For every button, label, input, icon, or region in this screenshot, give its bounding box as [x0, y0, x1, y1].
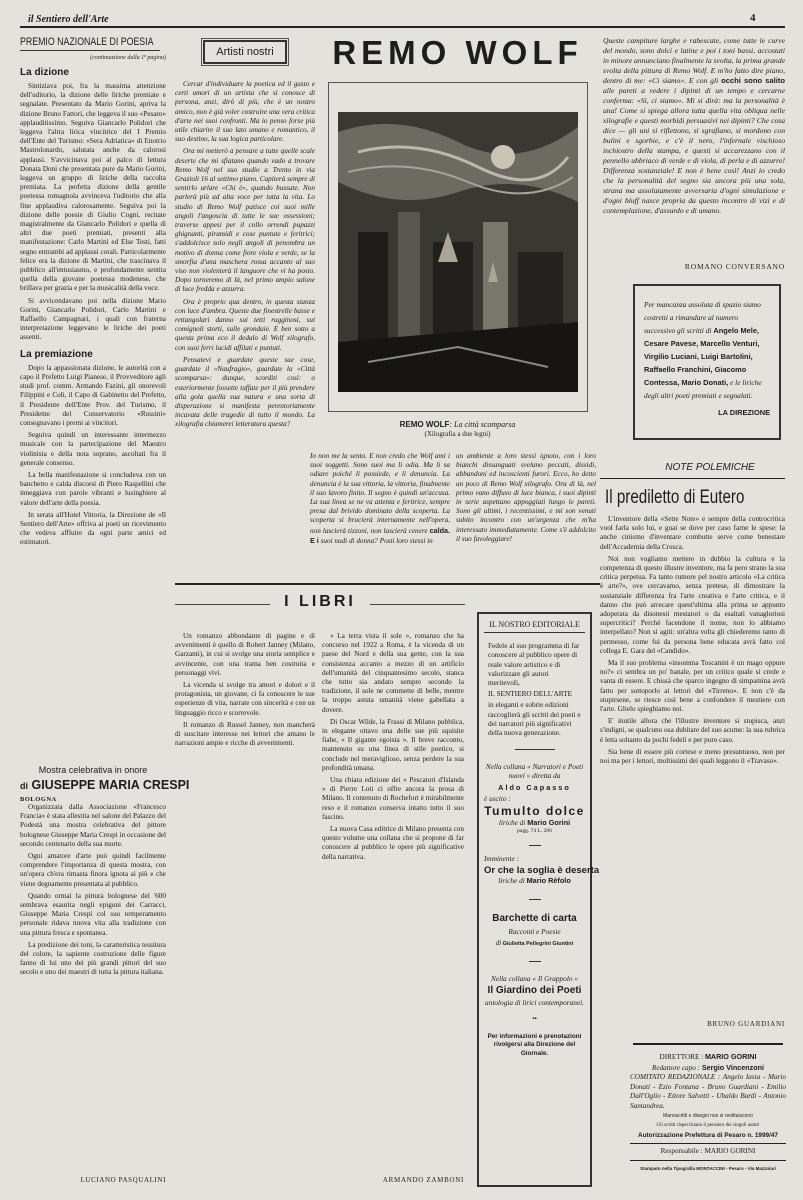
- bold-phrase: occhi sono salito: [721, 76, 785, 85]
- polemiche-body: [600, 515, 785, 769]
- series-label: Nella collana « Narratori e Poeti nuovi » diretta da: [485, 762, 584, 781]
- authorization: Autorizzazione Prefettura di Pesaro n. 1999/47: [638, 1131, 778, 1139]
- chief-label: Redattore capo :: [651, 1063, 701, 1072]
- chief-name: Sergio Vincenzoni: [701, 1062, 764, 1072]
- header-rule: [20, 26, 785, 28]
- crespi-kicker: Mostra celebrativa in onore: [38, 765, 148, 775]
- crespi-title: GIUSEPPE MARIA CRESPI: [31, 778, 190, 792]
- masthead-note: Gli scritti rispecchiano il pensiero dei singoli autori: [656, 1123, 760, 1129]
- ornament: ▪▪: [532, 1016, 537, 1023]
- book-title: Il Giardino dei Poeti: [487, 985, 582, 997]
- book-author: Mario Rèfolo: [526, 876, 571, 886]
- paragraph: L'inventore della «Sette Note» e sempre della controcritica vuol farla solo lui, e guai se dove per caso farne le spese: la anche cinismo d'inventare combutte serve come benestare dell'Accademia della Crusca.: [600, 515, 785, 551]
- printer: Stampato nella Tipografia MONTACCINI - Pesaro - Via Mazzolari: [640, 1165, 776, 1171]
- libri-col-a: [175, 632, 315, 751]
- director-label: DIRETTORE :: [659, 1053, 704, 1061]
- caption-title: : La città scomparsa: [449, 420, 516, 429]
- paragraph: Il romanzo di Russel Janney, non mancherà di suscitare interesse nei lettori che amano le narrazioni ampie e ricche di avvenimenti.: [175, 720, 315, 748]
- paragraph: La bella manifestazione si concludeva con un banchetto e calda discorsi di Piero Raspellini che inneggiava con parole vibranti e lusinghiere al valore dell'arte della poesia.: [20, 470, 166, 507]
- paragraph: Noi non vogliamo mettere in dubbio la cultura e la competenza di questo illustre inventore, ma fa pero strano la sua critica perpetua. Fa tanto rumore pel nostro articolo «La critica è arte?», ove cercavamo, senza pretese, di dimostrare la sostanziale differenza fra l'arte creativa e l'arte critica, e il danno che può arrecare quest'ultima alla prima se appunto adoperata da disonesti mestatori o da esaltati vanagloriosi supercritici? Perché facendone il nome, non lo abbiamo interpellato? Non si agiti: un'altra volta gli chiederemo tanto di permesso, come fui da persona bene educata avrà fatto col collega E. Gara del «Candido».: [600, 554, 786, 655]
- director-name: MARIO GORINI: [704, 1052, 757, 1061]
- section-heading: La dizione: [20, 67, 69, 78]
- remo-wolf-title: REMO WOLF: [332, 34, 583, 71]
- paragraph: Ogni amatore d'arte può quindi facilmente comprendere l'importanza di questa mostra, con un'opera ch'era rimasta finora ignota ai più e che viene degnamente presentata al pubblico.: [20, 852, 166, 888]
- editoriale-box: [477, 612, 600, 1187]
- paragraph: La vicenda si svolge tra amori e dolori e il protagonista, un giovane, ci fa conoscere le sue esperienze di vita, narrate con sincerità e con un linguaggio ricco e scorrevole.: [175, 681, 315, 717]
- premio-article: [20, 36, 166, 551]
- paragraph: Di Oscar Wilde, la Frassi di Milano pubblica, in elegante ottavo una delle sue più squisite fiabe, « Il gigante egoista ». Il breve racconto, mantenuto su una linea di stile poetico, si conclude nel meraviglioso, senza perdere la sua profondità umana.: [322, 717, 464, 772]
- crespi-article: [20, 765, 190, 981]
- paragraph: alle pareti a vedere i dipinti di un tempo e cercarne conferma: «Sì, ci siamo». Mi si dirà: ma la personalità è una! Come si spiega allora tutta quella vita obliqua nelle xilografie e questi morbidi persuasivi nei dipinti? Che cosa dice — gli uni si riflettono, si sgrafiano, si mordono con bulini e sgorbie, e c'è il nero, l'infernale vischioso inchiostro della stampa, e questi si accarezzano con il pennello ubbriaco di verde e di viola, di perla e di azzurro! Differenza sostanziale! E non è bene così! Anzi io credo che la personalità del segno sia ancora più una sola, strana ma assolutamente avversaria d'ogni simulazione e d'ogni bluff nasce propria da questo incontro di vizi e di contemplazione, d'assurdo e di umano.: [603, 86, 785, 215]
- bold-phrase: calda. E i: [310, 525, 450, 545]
- paragraph: In serata all'Hotel Vittoria, la Direzione de «Il Sentiero dell'Arte» offriva ai poeti un ricevimento che vedeva affluire da ogni parte amici ed estimatori.: [20, 510, 166, 547]
- notice-names: Angelo Mele, Cesare Pavese, Marcello Venturi, Virgilio Luciani, Luigi Bartolini, Raffaello Franchini, Giacomo Contessa, Mario Donati,: [644, 326, 760, 387]
- paragraph: Seguiva quindi un interessante intermezzo musicale con la partecipazione del Maestro violinista e della nota soprano, ascoltati fra il generale consenso.: [20, 431, 166, 467]
- notice-signature: LA DIREZIONE: [718, 408, 770, 417]
- libri-title: I LIBRI: [270, 593, 370, 611]
- paragraph: La nuova Casa editrice di Milano presenta con questo volume una collana che si propone di far conoscere al pubblico le opere più significative della narrativa.: [322, 825, 464, 861]
- crespi-dateline: BOLOGNA: [20, 796, 57, 803]
- artisti-nostri-label: Artisti nostri: [203, 40, 287, 64]
- paper-name: il Sentiero dell'Arte: [28, 14, 109, 25]
- editoriale-publisher: IL SENTIERO DELL'ARTE: [488, 689, 573, 699]
- series-editor: Aldo Capasso: [498, 782, 571, 792]
- paragraph: Sintiziava poi, fra la massima attenzione dell'uditorio, la dizione delle liriche premiate e segnalate. Presentato da Mario Gorini, apriva la dizione Bruno Fattori, che leggeva il suo «Pesaro» applauditissimo. Seguiva Giancarlo Polidori che leggeva l'altra lirica vincitrice del I Premio dell'Ente del Turismo: «Sera Adriatica» di Enotrio Mastrolonardo, salutata anche da calorosi applausi. S'avvicinava poi al palco di lettura Donata Doni che presentata pure da Mario Gorini, leggeva un gruppo di liriche della raccolta premiata. La perfetta dizione della gentile poetessa romagnola avvinceva l'uditorio che alla fine applaudiva calorosamente. Seguiva poi la dizione delle poesie di Giulio Cogni, recitate magistralmente da Giancarlo Polidori e quella di altri due poeti premiati, presenti alla manifestazione: Carlo Martini ed Else Testi, fatti segno entrambi ad applausi corali. Particolarmente felice era la dizione di Martini, che trascinava il pubblico all'entusiasmo, e profondamente sentita quella della giovane poetessa modenese, che brillava per grazia e per la musicalità della voce.: [20, 82, 166, 293]
- paragraph: Cercar d'individuare la poetica ed il gusto e certi umori di un artista che si conosce di persona, anzi, dirò di più, che è un nostro amico, non è già voler costruire una vera critica d'arte nei suoi confronti. Ma io penso forse più utile chiarire il suo lato umano e romantico, il suo destino, la sua logica particolare.: [175, 80, 315, 144]
- paragraph: La predizione dei toni, la caratteristica tessitura del colore, la sapiente costruzione delle figure fanno di lui uno dei più grandi pittori del suo secolo e uno dei maestri di tutta la pittura italiana.: [20, 940, 166, 977]
- notice-outro: e le liriche degli altri poeti premiati e segnalati.: [644, 378, 762, 400]
- editoriale-footer: Per informazioni e prenotazioni rivolgersi alla Direzione del Giornale.: [487, 1032, 582, 1057]
- caption-artist: REMO WOLF: [399, 420, 450, 429]
- crespi-title-prefix: di: [20, 781, 28, 791]
- paragraph: E' inutile allora che l'illustre inventore si stupisca, anzi s'indigni, se qualcuno osa dubitare del suo acume: la sua rubrica è letta soltanto da pochi fedeli e per puro caso.: [600, 717, 785, 744]
- book-subtitle: antologia di lirici contemporanei.: [485, 998, 584, 1008]
- paragraph: Dopo la appassionata dizione, le autorità con a capo il Prefetto Luigi Pianese, il Provveditore agli studi prof. comm. Armando Fazini, gli onorevoli Filippini e Coli, il Capo di Gabinetto del Prefetto, il Presidente dell'Ente Prov. del Turismo, il Presidente del Conservatorio «Rossini» consegnavano i premi ai vincitori.: [20, 363, 166, 427]
- paragraph: Un romanzo abbondante di pagine e di avvenimenti è quello di Robert Janney (Milano, Garzanti), in cui si svolge una storia semplice e avvincente, con una trama ben costruita e personaggi vivi.: [175, 632, 315, 677]
- paragraph: Ora mi metterò a pensare a tutte quelle scale deserte che mi sfiatano quando vado a trovare Remo Wolf nel suo studio a Trento in via Grazioli 16 al settimo piano. Capiterà sempre di sentirlo urlare «Chi è», quando bussate. Non parlerà più ad alta voce per tutta la vita. Lo studio di Remo Wolf patisce coi suoi mille angoli l'angoscia di tutte le sue ossessioni; traverse appesi per il collo orrendi pupazzi ghignanti, piramidi e cose puntute e feritrici; s'addolcisce solo negli angoli di penombra un motivo di donna come fiore viola e verde, se la smorfia d'una maschera rossa accanto al suo viso non violenterà il languore che vi ha posto. Dopo torneremo di là, nel primo ampio salone di luce fredda e azzurra.: [175, 147, 315, 294]
- masthead-note: Manoscritti e disegni non si restituiscono: [663, 1112, 753, 1119]
- editoriale-intro: Fedele al suo programma di far conoscere al pubblico opere di reale valore artistico e di valorizzare gli autori meritevoli,: [488, 641, 580, 688]
- responsible-label: Responsabile :: [660, 1147, 703, 1156]
- paragraph: Ma il suo problema «insomma Toscanini è un mago oppure no?» ci sembra un po' banale, per un critico quale si crede e vanta di essere. E chissà che sparco ingegno di simpamina avrà fatto per sottoporlo ai lettori del «Tirreno». E non c'è da stupirsene, se riesce così bene a confondere il mestiere con l'arte. Glielo spieghiamo noi.: [600, 659, 785, 714]
- page-number: 4: [750, 12, 756, 24]
- right-article-signature: ROMANO CONVERSANO: [684, 262, 785, 271]
- committee-names: Angelo Iasia - Mario Donati - Ezio Fontana - Bruno Guardiani - Emilio Dall'Oglio - Ettore Salvetti - Ubaldo Bardi - Antonio Santandrea.: [630, 1073, 787, 1110]
- paragraph: Quando ormai la pittura bolognese del '600 sembrava esaurita negli epigoni dei Carracci, Giuseppe Maria Crespi col suo temperamento personale ridava nuova vita alla tradizione con una pittura fresca e spontanea.: [20, 891, 166, 937]
- premio-title: PREMIO NAZIONALE DI POESIA: [20, 36, 154, 48]
- paragraph: « La terra vista il sole », romanzo che ha concorso nel 1922 a Roma, è la vicenda di un paese del Nord e della sua gente, con la sua consistenza accanto a mezzo di un artificio dell'umanità del cinquantesimo secolo, stanca che tutto sia andato sempre secondo la tradizione, il sole ne commette di belle, mentre la troppo astuta umanità viene gabellata a dovere.: [322, 632, 464, 714]
- book-info: pagg. 74 L. 200: [517, 828, 552, 835]
- paragraph: Ora è proprio qua dentro, in questa stanza con luce d'ambra. Queste due finestrelle basse e rettangolari danno sui tetti rugginosi, sui comignoli storti, sulle grondaie. E ben sotto a questa prima eco il dedalo di Wolf xilografo, con suoi ferri lucidi affilati e puntuti.: [175, 297, 315, 352]
- paragraph: Queste campiture larghe e rabescate, come tutte le curve del mondo, sono dolci e latine e poi i toni bassi, accostati in minore annunciano finalmente la svolta, la prima grande svolta della pittura di Remo Wolf. E m'ho fatto dire piano, dentro di me: «Ci siamo». E con gli: [603, 36, 785, 85]
- crespi-signature: LUCIANO PASQUALINI: [80, 1176, 166, 1184]
- woodcut-image: [338, 112, 578, 392]
- remo-wolf-col-left: [310, 452, 450, 546]
- paragraph: Una chiara edizione dei « Pescatori d'Islanda » di Pierre Loti ci offre ancora la prosa di Milano. Il contenuto di Rochefort è mirabilmente reso e il romanzo conserva intatto tutto il suo fascino.: [322, 776, 464, 821]
- paragraph: Si avvicendavano poi nella dizione Mario Gorini, Giancarlo Polidori, Carlo Martini e Raffaello Campagnari, i quali con fraterna interpretazione leggevano le liriche dei poeti assenti.: [20, 296, 166, 342]
- book-author: Mario Gorini: [527, 818, 571, 828]
- book-title: Tumulto dolce: [484, 804, 585, 819]
- book-title: Barchette di carta: [492, 913, 577, 925]
- libri-col-b: [322, 632, 464, 865]
- book-title: Or che la soglia è deserta: [484, 864, 600, 876]
- caption-technique: (Xilografia a due legni): [424, 430, 491, 438]
- editoriale-title: IL NOSTRO EDITORIALE: [484, 620, 585, 633]
- paragraph: Io non me la sento. E non credo che Wolf ami i suoi soggetti. Sono suoi ma li odia. Ma li sa odiare poiché li possiede, e li denuncia. La denuncia è la sua vittoria, la vittoria, finalmente il suo lavoro finito. Il segno è quindi un'accusa. La sua linea se ne va attenta e feritrice, sempre presa dal brivido dominato della scoperta. La scoperta si brucierà internamente nell'opera, non lascierà tizzoni, non lascierà cenere: [310, 452, 450, 535]
- paragraph: Sia bene di essere più cortese e meno presuntuoso, non per noi ma per i lettori, moltissimi dei quali leggono il «Travaso».: [600, 747, 785, 766]
- book-subtitle: Racconti e Poesie: [508, 927, 561, 937]
- section-body: [20, 364, 166, 548]
- crespi-body: [20, 803, 166, 978]
- polemiche-title: Il prediletto di Eutero: [605, 487, 745, 508]
- remo-wolf-col-right: un ambiente a loro stessi ignoto, con i loro bianchi dissanguati svelano peccati, dissidi, abbandoni ed incoscienti furori. Ecco, ho detto un poco di Remo Wolf xilografo. Ora di là, nel primo vano diffuso di luce bianca, i suoi dipinti in serie aspettano appoggiati lungo le pareti. Sono gli ultimi, i recentissimi, e mi son venuti subito incontro con un'urgenza che m'ha interessato immediatamente. Come s'è addolcito il suo favoleggiare!: [456, 452, 596, 543]
- polemiche-signature: BRUNO GUARDIANI: [707, 1020, 785, 1028]
- section-heading: La premiazione: [20, 348, 93, 360]
- section-body: [20, 82, 166, 343]
- paragraph: suoi nudi di donna? Posti loro stessi in: [320, 536, 433, 545]
- paragraph: Organizzata dalla Associazione «Francesco Francia» è stata allestita nel salone del Palazzo del Podestà una mostra celebrativa del pittore bolognese Giuseppe Maria Crespi in occasione del secondo centenario della sua morte.: [20, 803, 166, 848]
- book-by: di: [495, 938, 502, 947]
- premio-continuation: (continuazione dalla 1ª pagina): [90, 55, 166, 61]
- right-article: [603, 36, 785, 216]
- notice-intro: Per mancanza assoluta di spazio siamo costretti a rimandare al numero successivo gli scritti di: [644, 300, 761, 335]
- forthcoming-label: Imminente :: [484, 853, 520, 863]
- image-caption: [320, 420, 595, 438]
- polemiche-kicker: NOTE POLEMICHE: [665, 462, 755, 473]
- committee-label: COMITATO REDAZIONALE :: [630, 1073, 721, 1082]
- series-label: Nella collana « Il Grappolo »: [491, 973, 578, 983]
- paragraph: Pensatevi e guardate queste sue cose, guardate il «Naufragio», guardate la «Città scomparsa»: dunque, scorditi così: o esteriormente fossette tuffate per il più prendere alla gola quella sua natura e una sorta di disperazione si manifesta perentoriamente incavata delle tragedie di tutto il mondo. La xilografia chiamerei letteratura questa?: [175, 355, 315, 429]
- editoriale-intro2: in eleganti e sobrie edizioni raccoglierà gli scritti dei poeti e dei narratori più significativi della nuova generazione.: [488, 700, 581, 738]
- artisti-body: [175, 80, 315, 433]
- masthead: [630, 1052, 786, 1174]
- book-by: liriche di: [498, 818, 526, 828]
- notice-box: [633, 284, 781, 440]
- published-label: è uscito :: [484, 793, 511, 803]
- libri-signature: ARMANDO ZAMBONI: [382, 1176, 464, 1184]
- book-author: Giulietta Pellegrini Giuntini: [502, 940, 574, 947]
- responsible-name: MARIO GORINI: [704, 1147, 756, 1156]
- book-by: liriche di: [498, 876, 525, 886]
